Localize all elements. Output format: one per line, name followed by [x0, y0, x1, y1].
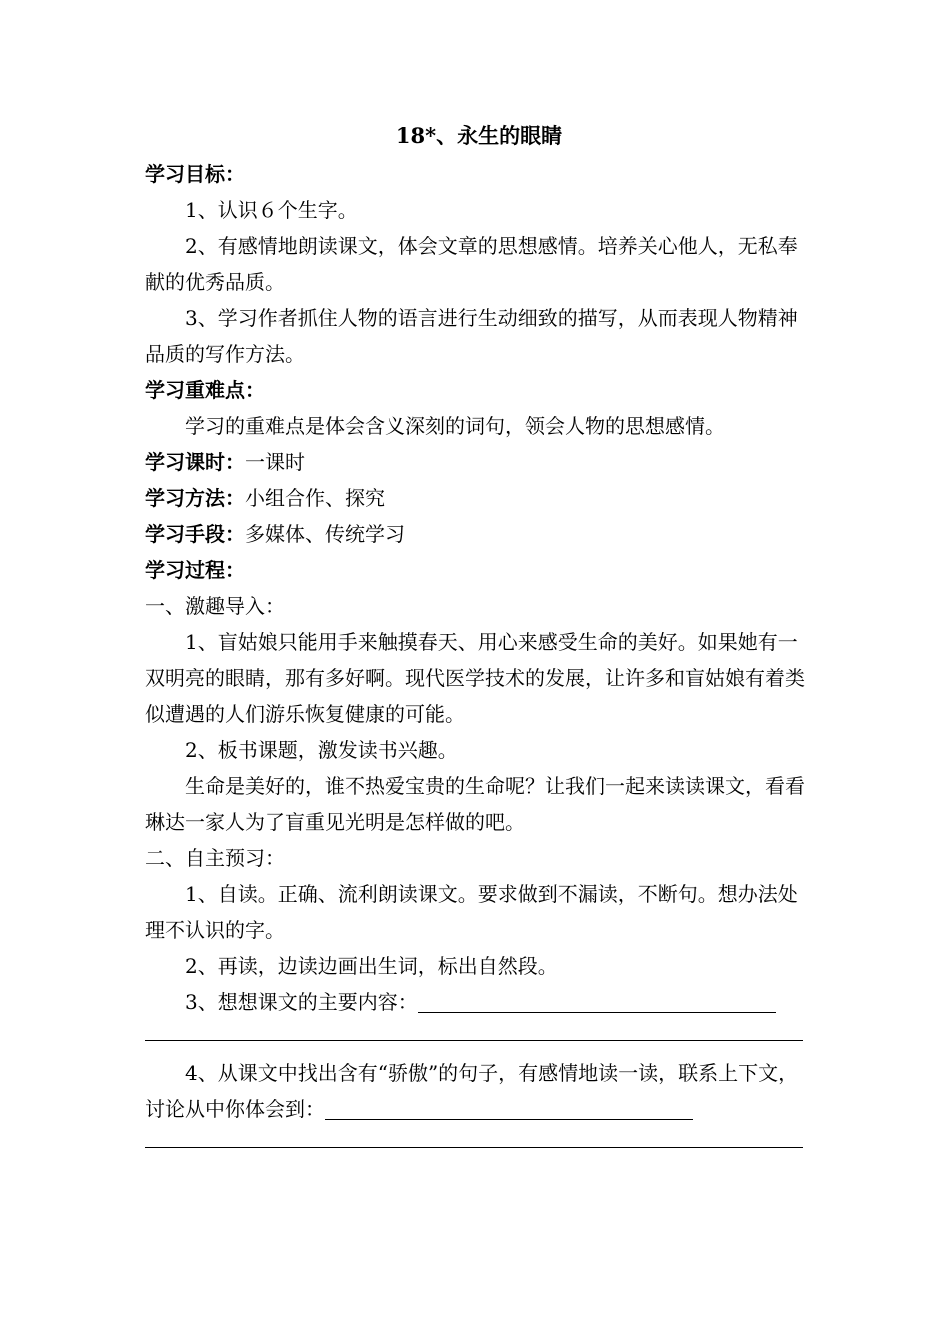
document-title: 18*、永生的眼睛	[395, 123, 563, 148]
means-label: 学习手段：	[145, 522, 245, 546]
objectives-heading: 学习目标：	[145, 162, 245, 186]
method-line	[145, 480, 805, 516]
means-line	[145, 516, 805, 552]
answer-blank-line[interactable]	[418, 990, 776, 1013]
section1-paragraph: 2、板书课题，激发读书兴趣。	[185, 738, 458, 762]
document-content	[145, 118, 805, 1162]
process-heading: 学习过程：	[145, 558, 245, 582]
section2-paragraph-with-blank	[145, 984, 805, 1020]
objective-item: 2、有感情地朗读课文，体会文章的思想感情。培养关心他人，无私奉献的优秀品质。	[145, 234, 798, 294]
class-hours-value: 一课时	[245, 450, 305, 474]
section2-paragraph: 2、再读，边读边画出生词，标出自然段。	[185, 954, 558, 978]
class-hours-line	[145, 444, 805, 480]
section2-paragraph-with-blank	[145, 1055, 805, 1127]
main-content-prompt: 3、想想课文的主要内容：	[185, 990, 418, 1014]
section2-title: 二、自主预习：	[145, 846, 285, 870]
answer-blank-line[interactable]	[145, 1127, 803, 1148]
pride-sentence-prompt: 4、从课文中找出含有“骄傲”的句子，有感情地读一读，联系上下文，讨论从中你体会到：	[145, 1061, 799, 1121]
means-value: 多媒体、传统学习	[245, 522, 405, 546]
objective-item: 1、认识６个生字。	[185, 198, 358, 222]
section1-title: 一、激趣导入：	[145, 594, 285, 618]
section1-paragraph: 生命是美好的，谁不热爱宝贵的生命呢？让我们一起来读读课文，看看琳达一家人为了盲重见光明是怎样做的吧。	[145, 774, 805, 834]
objective-item: 3、学习作者抓住人物的语言进行生动细致的描写，从而表现人物精神品质的写作方法。	[145, 306, 798, 366]
section1-paragraph: 1、盲姑娘只能用手来触摸春天、用心来感受生命的美好。如果她有一双明亮的眼睛，那有多好啊。现代医学技术的发展，让许多和盲姑娘有着类似遭遇的人们游乐恢复健康的可能。	[145, 630, 805, 726]
answer-blank-line[interactable]	[145, 1020, 803, 1041]
method-value: 小组合作、探究	[245, 486, 385, 510]
class-hours-label: 学习课时：	[145, 450, 245, 474]
answer-blank-line[interactable]	[325, 1097, 693, 1120]
key-points-text: 学习的重难点是体会含义深刻的词句，领会人物的思想感情。	[185, 414, 725, 438]
method-label: 学习方法：	[145, 486, 245, 510]
section2-paragraph: 1、自读。正确、流利朗读课文。要求做到不漏读，不断句。想办法处理不认识的字。	[145, 882, 798, 942]
key-points-heading: 学习重难点：	[145, 378, 265, 402]
